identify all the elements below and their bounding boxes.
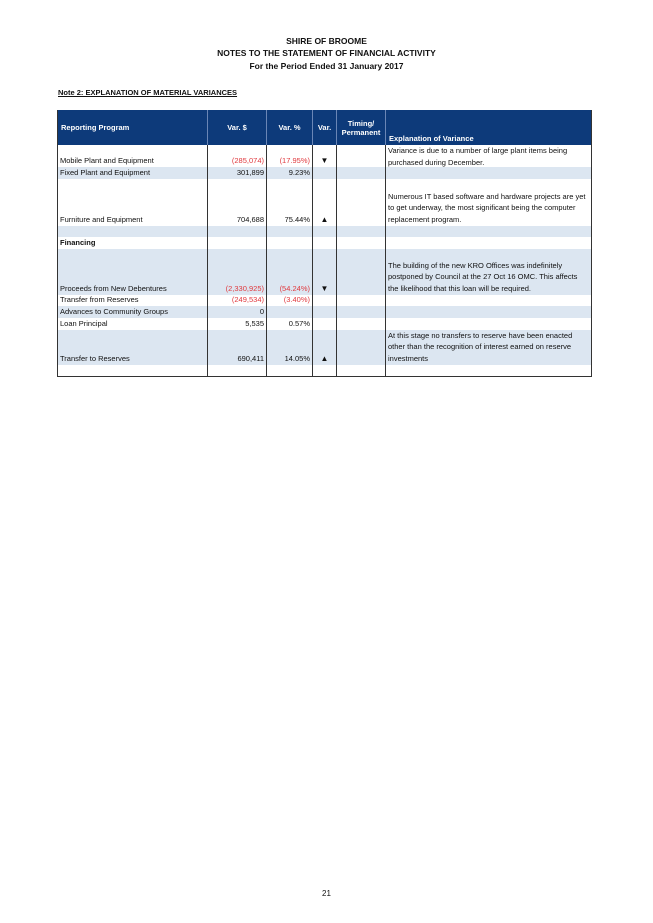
down-arrow-icon: ▼ xyxy=(313,249,337,295)
cell-var-pct: 14.05% xyxy=(267,330,313,365)
cell-program xyxy=(58,365,208,376)
cell-explanation xyxy=(386,237,591,249)
cell-var-icon xyxy=(313,318,337,330)
cell-timing xyxy=(337,306,386,318)
variance-table xyxy=(57,110,592,377)
cell-program: Proceeds from New Debentures xyxy=(58,249,208,295)
cell-explanation xyxy=(386,167,591,179)
cell-timing xyxy=(337,167,386,179)
cell-var-pct xyxy=(267,306,313,318)
cell-var-icon xyxy=(313,167,337,179)
section-heading-financing: Financing xyxy=(58,237,208,249)
cell-explanation: Numerous IT based software and hardware projects are yet to get underway, the most significant being the computer replacement program. xyxy=(388,191,586,224)
col-header-var-pct: Var. % xyxy=(267,110,313,145)
cell-var-dollar: 690,411 xyxy=(208,330,267,365)
cell-var-dollar xyxy=(208,226,267,237)
table-row xyxy=(58,145,591,167)
cell-timing xyxy=(337,237,386,249)
cell-explanation xyxy=(386,365,591,376)
table-row xyxy=(58,179,591,226)
cell-timing xyxy=(337,295,386,306)
cell-timing xyxy=(337,318,386,330)
table-row xyxy=(58,226,591,237)
period-label: For the Period Ended 31 January 2017 xyxy=(249,61,404,71)
cell-timing xyxy=(337,179,386,226)
cell-program: Advances to Community Groups xyxy=(58,306,208,318)
cell-var-pct xyxy=(267,365,313,376)
cell-explanation xyxy=(386,306,591,318)
table-row xyxy=(58,295,591,306)
cell-program xyxy=(58,226,208,237)
cell-explanation xyxy=(386,318,591,330)
cell-var-dollar: 5,535 xyxy=(208,318,267,330)
col-header-var: Var. xyxy=(313,110,337,145)
cell-timing xyxy=(337,249,386,295)
page-number: 21 xyxy=(322,889,331,898)
cell-explanation: Variance is due to a number of large plant items being purchased during December. xyxy=(388,146,568,167)
cell-var-pct xyxy=(267,226,313,237)
cell-var-dollar: 0 xyxy=(208,306,267,318)
cell-var-dollar: 301,899 xyxy=(208,167,267,179)
cell-program: Transfer from Reserves xyxy=(58,295,208,306)
cell-var-dollar: (2,330,925) xyxy=(208,249,267,295)
cell-var-pct: 0.57% xyxy=(267,318,313,330)
cell-var-icon xyxy=(313,237,337,249)
cell-timing xyxy=(337,365,386,376)
table-row xyxy=(58,330,591,365)
document-header xyxy=(0,35,653,72)
up-arrow-icon: ▲ xyxy=(313,179,337,226)
cell-program: Transfer to Reserves xyxy=(58,330,208,365)
table-row xyxy=(58,365,591,376)
cell-explanation xyxy=(386,295,591,306)
cell-timing xyxy=(337,226,386,237)
table-row xyxy=(58,167,591,179)
table-row xyxy=(58,249,591,295)
cell-var-dollar xyxy=(208,365,267,376)
org-name: SHIRE OF BROOME xyxy=(286,36,367,46)
document-title: NOTES TO THE STATEMENT OF FINANCIAL ACTIVITY xyxy=(217,48,436,58)
cell-program: Loan Principal xyxy=(58,318,208,330)
cell-explanation: At this stage no transfers to reserve have been enacted other than the recognition of interest earned on reserve investments xyxy=(388,330,573,363)
table-row xyxy=(58,306,591,318)
col-header-program: Reporting Program xyxy=(58,110,208,145)
cell-timing xyxy=(337,330,386,365)
col-header-var-dollar: Var. $ xyxy=(208,110,267,145)
cell-var-dollar: (285,074) xyxy=(208,145,267,167)
cell-program: Fixed Plant and Equipment xyxy=(58,167,208,179)
cell-explanation: The building of the new KRO Offices was indefinitely postponed by Council at the 27 Oct 16 OMC. This affects the likelihood that this loan will be required. xyxy=(388,260,578,293)
cell-var-pct: 75.44% xyxy=(267,179,313,226)
cell-program: Mobile Plant and Equipment xyxy=(58,145,208,167)
col-header-timing: Timing/ Permanent xyxy=(337,110,386,145)
down-arrow-icon: ▼ xyxy=(313,145,337,167)
cell-var-pct: (17.95%) xyxy=(267,145,313,167)
cell-var-icon xyxy=(313,295,337,306)
cell-timing xyxy=(337,145,386,167)
cell-explanation xyxy=(386,226,591,237)
cell-var-pct xyxy=(267,237,313,249)
cell-var-pct: 9.23% xyxy=(267,167,313,179)
up-arrow-icon: ▲ xyxy=(313,330,337,365)
table-row xyxy=(58,318,591,330)
cell-var-dollar: (249,534) xyxy=(208,295,267,306)
note-title: Note 2: EXPLANATION OF MATERIAL VARIANCES xyxy=(58,88,238,97)
cell-var-icon xyxy=(313,306,337,318)
cell-program: Furniture and Equipment xyxy=(58,179,208,226)
cell-var-icon xyxy=(313,226,337,237)
table-header xyxy=(58,110,591,145)
cell-var-icon xyxy=(313,365,337,376)
cell-var-pct: (3.40%) xyxy=(267,295,313,306)
cell-var-dollar: 704,688 xyxy=(208,179,267,226)
cell-var-dollar xyxy=(208,237,267,249)
cell-var-pct: (54.24%) xyxy=(267,249,313,295)
col-header-explanation: Explanation of Variance xyxy=(389,134,474,143)
table-row xyxy=(58,237,591,249)
